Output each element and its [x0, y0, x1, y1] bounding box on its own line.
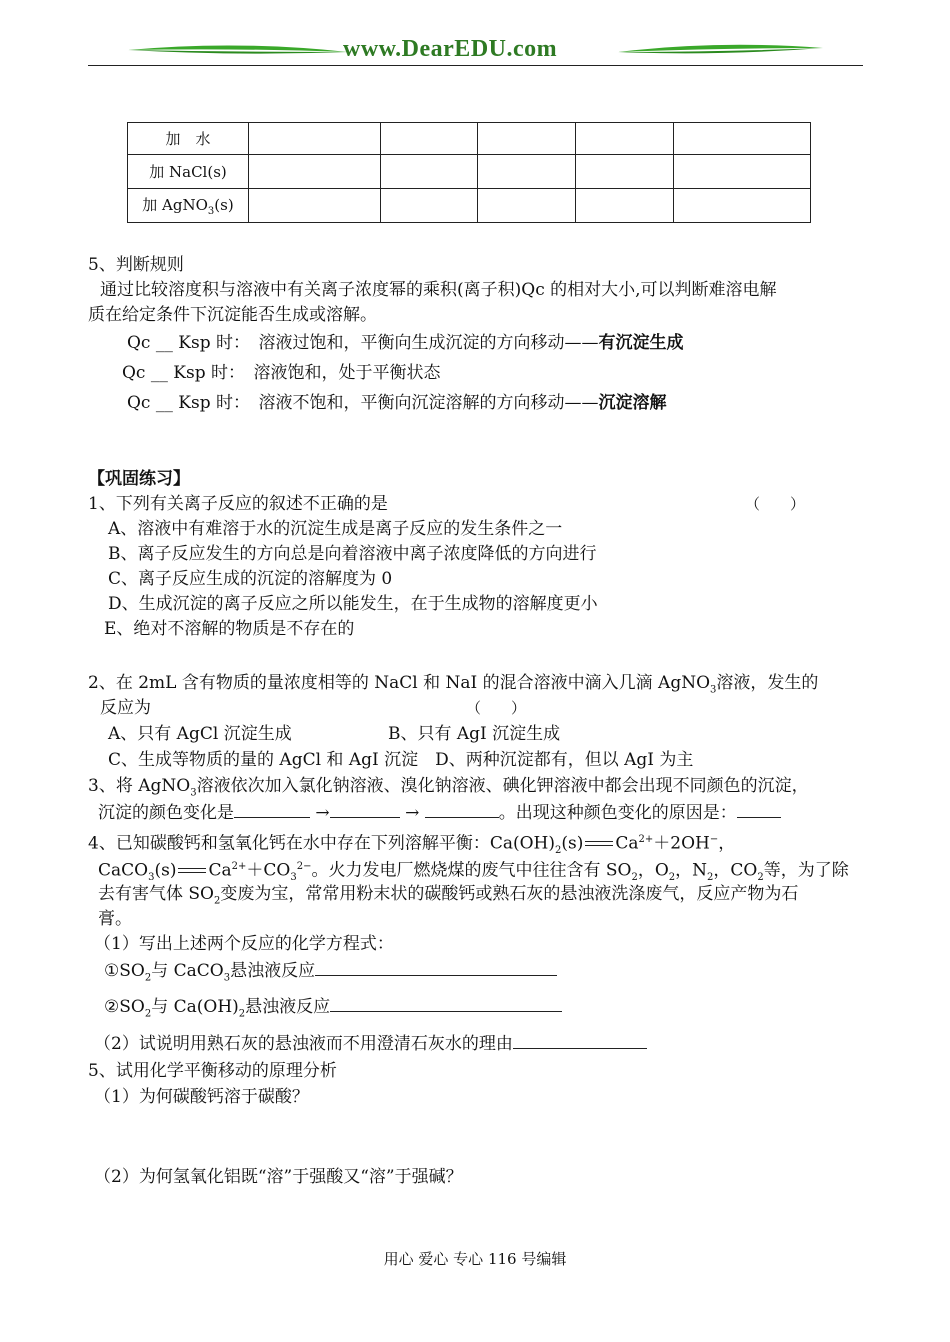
solubility-table — [127, 122, 811, 223]
question-stem-line: 膏。 — [98, 909, 132, 929]
table-cell — [674, 155, 811, 189]
answer-blank[interactable] — [330, 803, 400, 818]
section-heading: 5、判断规则 — [88, 255, 184, 275]
option-line: A、溶液中有难溶于水的沉淀生成是离子反应的发生条件之一 — [108, 519, 563, 539]
table-cell — [249, 123, 381, 155]
table-cell — [674, 189, 811, 223]
equation-line: $①SO_2$与 CaCO$_3$悬浊液反应 — [104, 960, 557, 989]
table-cell — [249, 155, 381, 189]
answer-blank[interactable] — [425, 803, 499, 818]
equilibrium-arrow-icon — [585, 839, 613, 849]
question-stem: 1、下列有关离子反应的叙述不正确的是 — [88, 494, 388, 514]
table-cell — [674, 123, 811, 155]
rule-line: Qc __ Ksp 时： 溶液过饱和，平衡向生成沉淀的方向移动——有沉淀生成 — [127, 333, 684, 353]
question-stem-line: 反应为 — [100, 698, 151, 718]
table-row — [128, 189, 811, 223]
paragraph-line: 质在给定条件下沉淀能否生成或溶解。 — [88, 305, 377, 325]
paragraph-line: 通过比较溶度积与溶液中有关离子浓度幂的乘积(离子积)Qc 的相对大小,可以判断难溶电解 — [100, 280, 777, 300]
header-rule — [88, 65, 863, 66]
sub-question: （2）为何氢氧化铝既“溶”于强酸又“溶”于强碱？ — [94, 1167, 463, 1187]
rule-line: Qc __ Ksp 时： 溶液不饱和，平衡向沉淀溶解的方向移动——沉淀溶解 — [127, 393, 667, 413]
right-swoosh-icon — [618, 42, 823, 58]
rule-line: Qc __ Ksp 时： 溶液饱和，处于平衡状态 — [122, 363, 441, 383]
practice-title: 【巩固练习】 — [88, 469, 190, 489]
option-line: C、生成等物质的量的 AgCl 和 AgI 沉淀 D、两种沉淀都有，但以 AgI 为主 — [108, 750, 694, 770]
row-label: 加 AgNO$_3$(s) — [128, 189, 249, 223]
question-stem: 4、已知碳酸钙和氢氧化钙在水中存在下列溶解平衡：$Ca(OH)_2(s)$ $Ca^{2+}+2OH^-$， — [88, 833, 736, 857]
sub-question: （1）为何碳酸钙溶于碳酸？ — [94, 1087, 309, 1107]
table-cell — [478, 123, 576, 155]
table-cell — [478, 155, 576, 189]
equation-line: $②SO_2$与 $Ca(OH)_2$悬浊液反应 — [104, 996, 562, 1025]
sub-question: （2）试说明用熟石灰的悬浊液而不用澄清石灰水的理由 — [94, 1033, 647, 1055]
question-stem: 2、在 2mL 含有物质的量浓度相等的 NaCl 和 NaI 的混合溶液中滴入几滴 AgNO$_3$溶液，发生的 — [88, 673, 819, 696]
table-cell — [381, 189, 478, 223]
option-line: B、离子反应发生的方向总是向着溶液中离子浓度降低的方向进行 — [108, 544, 597, 564]
question-stem: 3、将 AgNO$_3$溶液依次加入氯化钠溶液、溴化钠溶液、碘化钾溶液中都会出现不同颜色的沉淀， — [88, 776, 809, 799]
answer-paren: （ ） — [466, 699, 527, 717]
left-swoosh-icon — [128, 42, 348, 58]
equilibrium-arrow-icon — [178, 866, 206, 876]
table-cell — [576, 189, 674, 223]
answer-blank[interactable] — [234, 803, 310, 818]
answer-paren: （ ） — [745, 495, 806, 513]
table-cell — [381, 155, 478, 189]
table-row — [128, 123, 811, 155]
table-row — [128, 155, 811, 189]
table-cell — [576, 155, 674, 189]
question-stem: 5、试用化学平衡移动的原理分析 — [88, 1061, 337, 1081]
row-label: 加 NaCl(s) — [128, 155, 249, 189]
answer-blank[interactable] — [315, 961, 557, 976]
table-cell — [576, 123, 674, 155]
question-stem-line: CaCO$_3$(s) $Ca^{2+}+CO_3^{2-}$。火力发电厂燃烧煤的废气中往往含有 $SO_2$，$O_2$，$N_2$，$CO_2$等，为了除 — [98, 860, 849, 884]
question-stem-line: 去有害气体 $SO_2$变废为宝，常常用粉末状的碳酸钙或熟石灰的悬浊液洗涤废气，反应产物为石 — [98, 884, 799, 907]
answer-blank[interactable] — [330, 997, 562, 1012]
answer-blank[interactable] — [513, 1034, 647, 1049]
page-footer: 用心 爱心 专心 116 号编辑 — [383, 1250, 567, 1268]
option-line: B、只有 AgI 沉淀生成 — [388, 724, 561, 744]
header-banner — [88, 30, 863, 70]
option-line: C、离子反应生成的沉淀的溶解度为 0 — [108, 569, 393, 589]
option-line: E、绝对不溶解的物质是不存在的 — [104, 619, 355, 639]
option-line: D、生成沉淀的离子反应之所以能发生，在于生成物的溶解度更小 — [108, 594, 598, 614]
table-cell — [478, 189, 576, 223]
site-logo: www.DearEDU.com — [343, 36, 558, 62]
table-cell — [381, 123, 478, 155]
option-line: A、只有 AgCl 沉淀生成 — [108, 724, 292, 744]
row-label: 加 水 — [128, 123, 249, 155]
table-cell — [249, 189, 381, 223]
sub-question: （1）写出上述两个反应的化学方程式： — [94, 934, 394, 954]
answer-blank[interactable] — [737, 803, 781, 818]
question-stem-line: 沉淀的颜色变化是 → → 。出现这种颜色变化的原因是： — [98, 802, 781, 824]
